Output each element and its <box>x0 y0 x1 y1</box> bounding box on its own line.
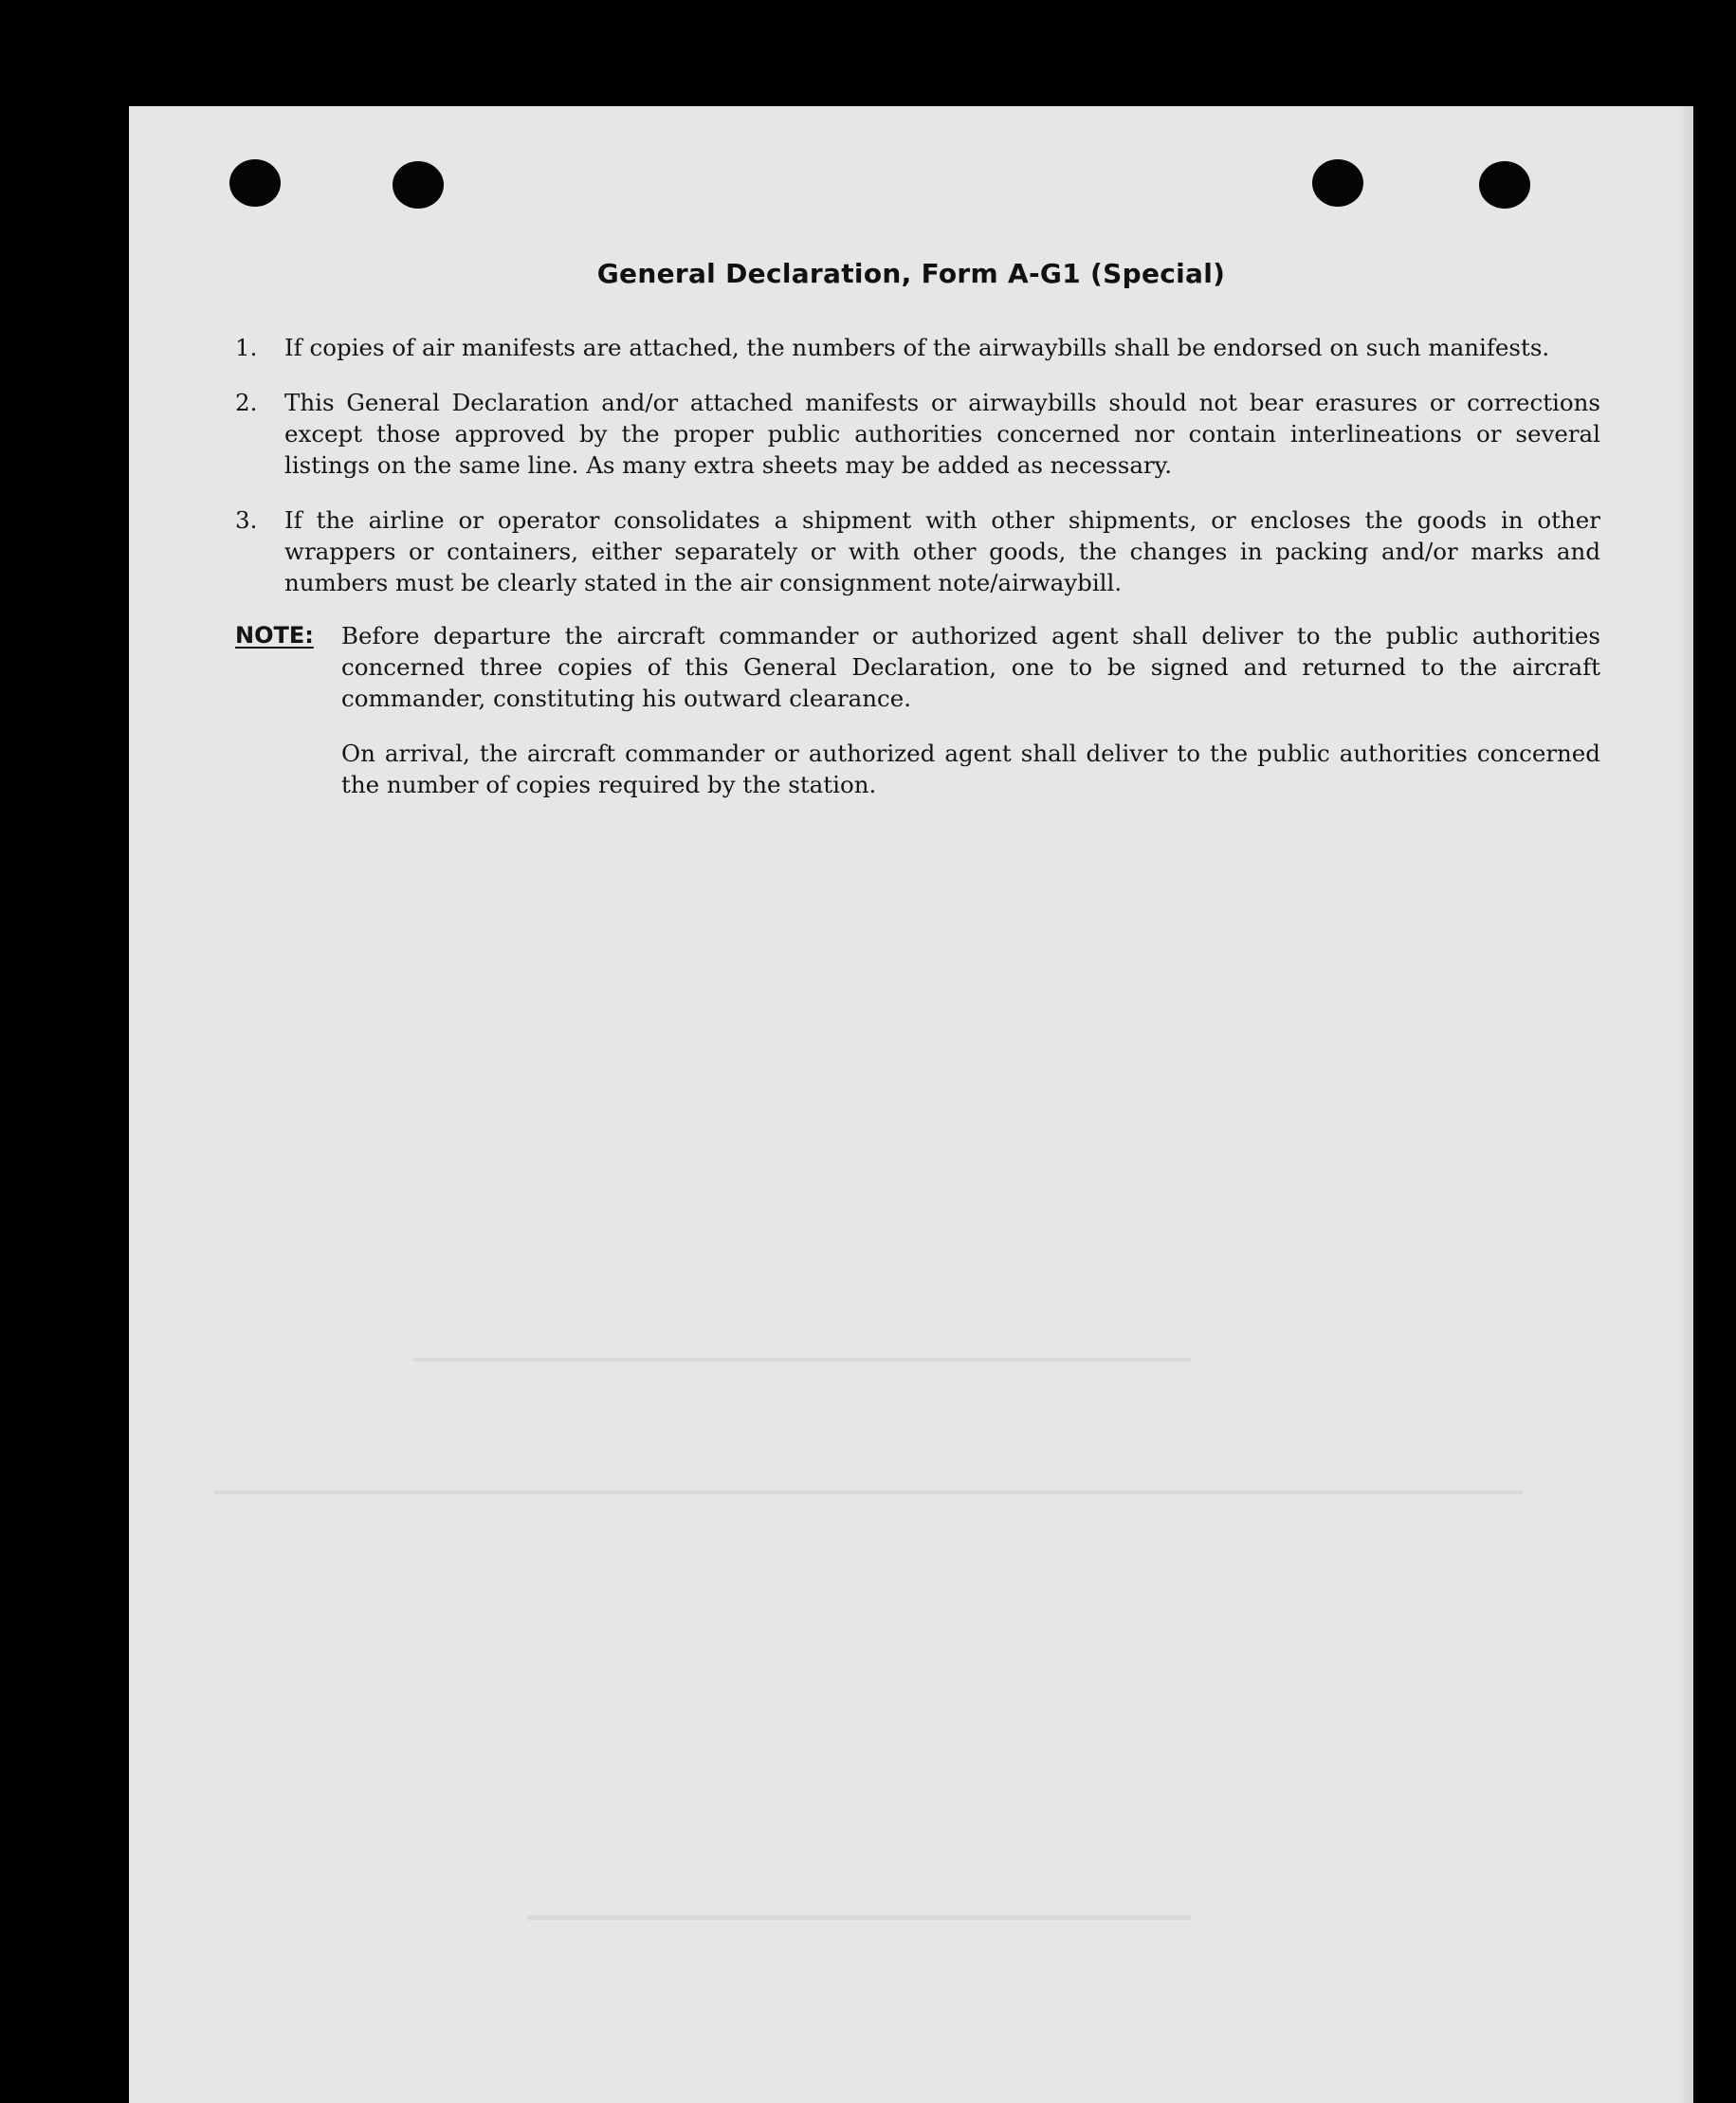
document-title: General Declaration, Form A-G1 (Special) <box>596 258 1226 289</box>
item-number: 1. <box>235 334 258 361</box>
list-item <box>235 504 1600 598</box>
note-paragraph: On arrival, the aircraft commander or authorized agent shall deliver to the public authorities concerned the number of copies required by the station. <box>341 740 1600 798</box>
list-item <box>235 332 1600 363</box>
item-number: 2. <box>235 389 258 416</box>
faint-bleedthrough-line <box>527 1915 1191 1920</box>
list-item <box>235 387 1600 481</box>
punch-hole-2 <box>393 161 444 209</box>
note-body <box>341 620 1600 824</box>
faint-bleedthrough-line <box>413 1358 1191 1362</box>
item-text: This General Declaration and/or attached manifests or airwaybills should not bear erasures or corrections except those approved by the proper public authorities concerned nor contain interlineations or several listings on the same line. As many extra sheets may be added as necessary. <box>284 389 1600 479</box>
page-edge-shadow <box>1676 106 1693 2103</box>
punch-hole-3 <box>1312 159 1363 207</box>
punch-hole-1 <box>229 159 281 207</box>
instructions-list <box>235 332 1600 824</box>
faint-bleedthrough-line <box>214 1490 1523 1494</box>
item-number: 3. <box>235 506 258 534</box>
item-text: If copies of air manifests are attached, the numbers of the airwaybills shall be endorsed on such manifests. <box>284 334 1550 361</box>
document-page <box>129 106 1693 2103</box>
punch-hole-4 <box>1479 161 1530 209</box>
item-text: If the airline or operator consolidates a shipment with other shipments, or encloses the goods in other wrappers or containers, either separately or with other goods, the changes in packing and/or marks and numbers must be clearly stated in the air consignment note/airwaybill. <box>284 506 1600 596</box>
note-label: NOTE: <box>235 622 314 649</box>
note-paragraph: Before departure the aircraft commander or authorized agent shall deliver to the public authorities concerned three copies of this General Declaration, one to be signed and returned to the aircraft commander, constituting his outward clearance. <box>341 622 1600 712</box>
note-section <box>235 620 1600 824</box>
